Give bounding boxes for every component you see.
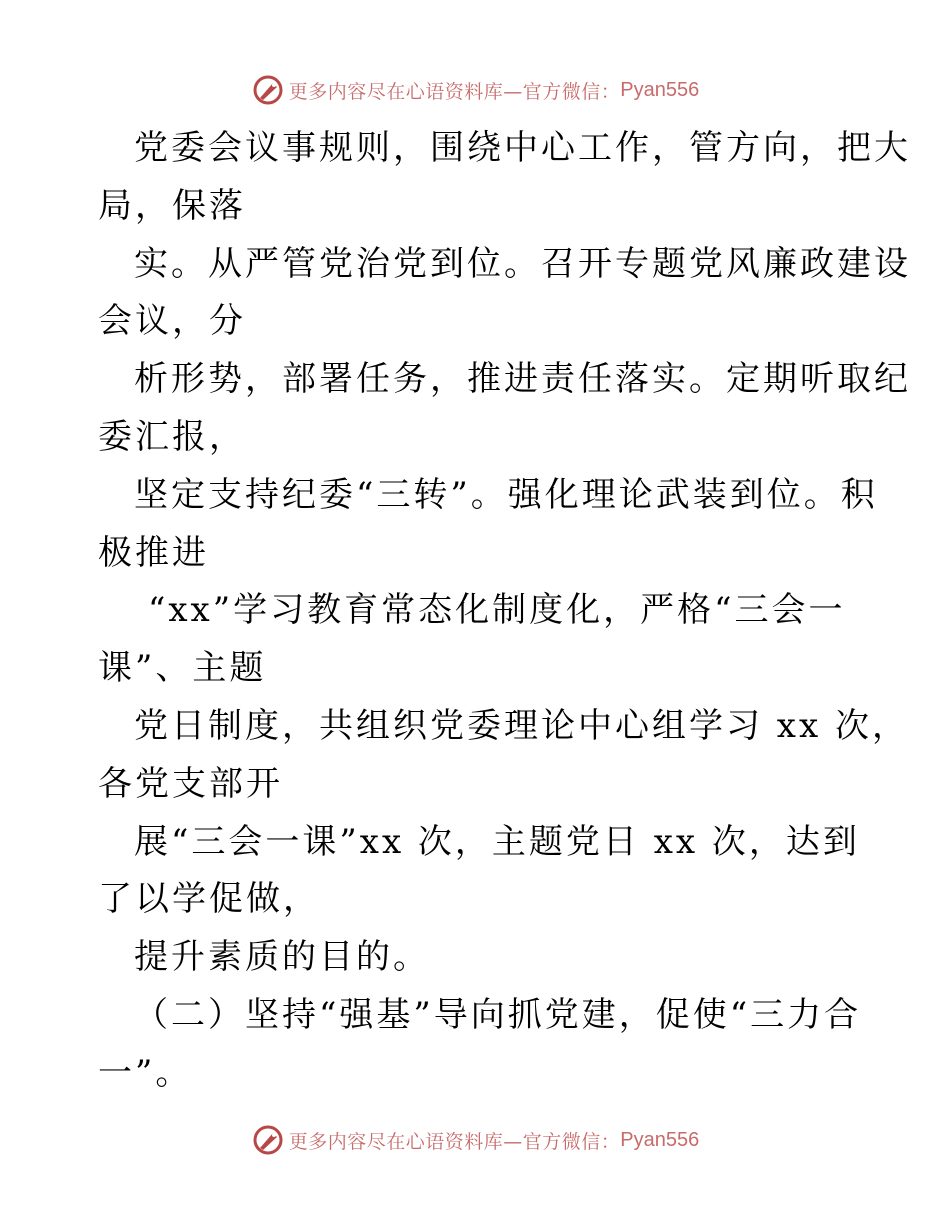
watermark-text: 更多内容尽在心语资料库—官方微信： — [288, 1130, 621, 1153]
text-line: 课”、主题 — [98, 648, 267, 689]
text-line: 党委会议事规则，围绕中心工作，管方向，把大 — [134, 128, 911, 168]
text-line: 了以学促做， — [98, 879, 320, 920]
header-watermark — [0, 70, 950, 110]
watermark-wechat-id: Pyan556 — [620, 78, 700, 101]
text-line: 会议，分 — [98, 301, 246, 342]
text-line: “xx”学习教育常态化制度化，严格“三会一 — [148, 590, 846, 631]
section-heading-line: 一”。 — [98, 1052, 193, 1093]
pen-nib-circle-icon — [251, 1123, 285, 1157]
text-line: 局，保落 — [98, 185, 246, 226]
section-heading-line: （二）坚持“强基”导向抓党建，促使“三力合 — [134, 994, 862, 1035]
watermark-wechat-id: Pyan556 — [620, 1128, 700, 1151]
text-line: 委汇报， — [98, 416, 246, 457]
text-line: 坚定支持纪委“三转”。强化理论武装到位。积 — [134, 474, 878, 515]
text-line: 析形势，部署任务，推进责任落实。定期听取纪 — [134, 359, 911, 400]
text-line: 展“三会一课”xx 次，主题党日 xx 次，达到 — [134, 821, 860, 862]
text-line: 各党支部开 — [98, 763, 283, 804]
pen-nib-circle-icon — [251, 73, 285, 107]
text-line: 实。从严管党治党到位。召开专题党风廉政建设 — [134, 243, 911, 284]
footer-watermark — [0, 1120, 950, 1160]
document-body — [98, 120, 911, 1103]
watermark-text: 更多内容尽在心语资料库—官方微信： — [288, 80, 621, 103]
text-line: 提升素质的目的。 — [134, 937, 430, 978]
text-line: 党日制度，共组织党委理论中心组学习 xx 次， — [134, 705, 909, 746]
text-line: 极推进 — [98, 532, 209, 573]
